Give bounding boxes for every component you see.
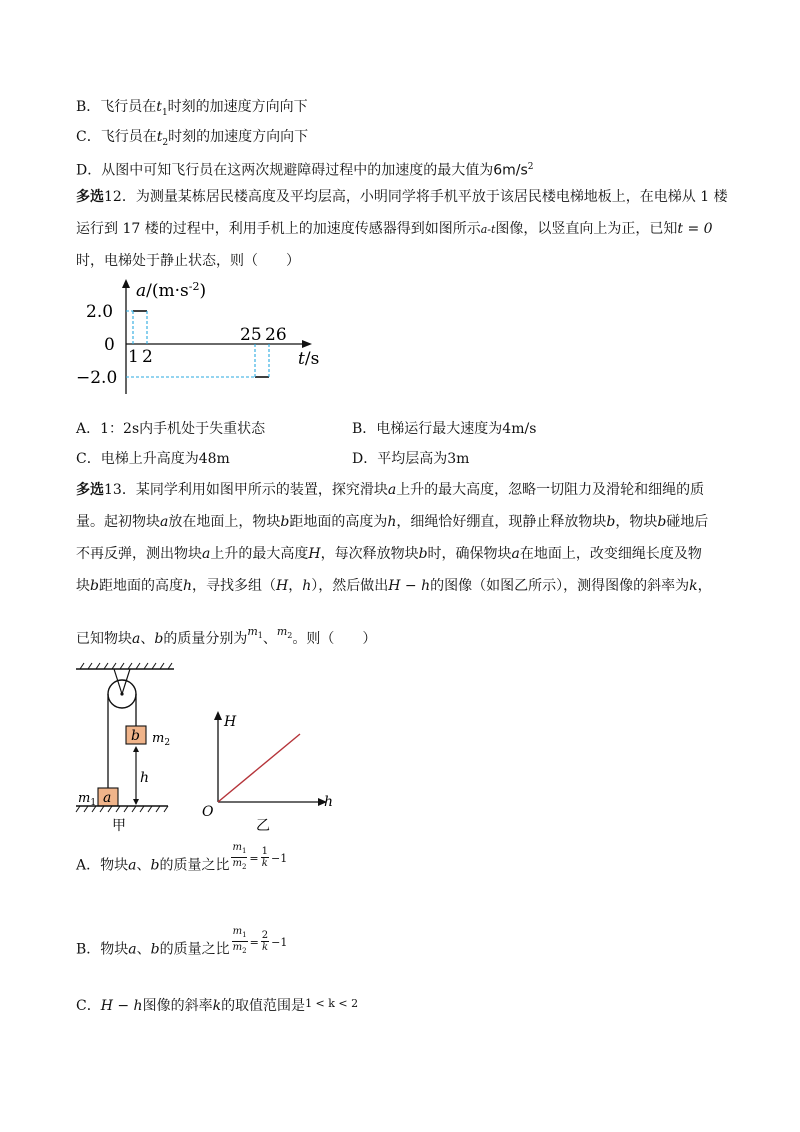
q12-at-graph <box>76 276 326 402</box>
graph-ylabel: $a/(m\cdot s^{-2})$ <box>136 280 207 301</box>
q12-option-c[interactable]: C．电梯上升高度为48m <box>76 451 230 467</box>
caption-jia: 甲 <box>112 818 126 834</box>
yi-y-arrow <box>214 711 222 720</box>
q13-option-c[interactable]: C．H − h图像的斜率k的取值范围是$^{1 < k < 2}$ <box>76 997 359 1014</box>
q13-stem-line2: 量。起初物块a放在地面上，物块b距地面的高度为h，细绳恰好绷直，现静止释放物块b，物块b碰地后 <box>76 514 709 530</box>
q13-figure-pulley <box>72 662 182 834</box>
graph-xtick-26: 26 <box>265 325 287 345</box>
graph-xtick-1: 1 <box>128 347 139 367</box>
q13-stem-line1: 多选13．某同学利用如图甲所示的装置，探究滑块a上升的最大高度，忽略一切阻力及滑轮和细绳的质 <box>76 482 705 498</box>
q12-stem-line1: 多选12．为测量某栋居民楼高度及平均层高，小明同学将手机平放于该居民楼电梯地板上，在电梯从 1 楼 <box>76 189 728 205</box>
q12-stem-line3: 时，电梯处于静止状态，则（ ） <box>76 253 300 269</box>
h-arrow-bottom <box>133 799 139 805</box>
graph-x-arrow <box>302 340 312 348</box>
block-a-label: a <box>103 790 112 806</box>
pulley-axle <box>120 692 123 695</box>
q13-figure-h-graph <box>200 708 340 836</box>
block-b-label: b <box>131 728 140 744</box>
label-h: h <box>140 770 150 786</box>
q12-option-a[interactable]: A．1：2s内手机处于失重状态 <box>76 421 266 437</box>
graph-xtick-25: 25 <box>240 325 262 345</box>
q13-option-a[interactable]: A．物块a、b的质量之比 $\frac{m_1}{m_2}$ = $\frac{1}{k}$ $^{-1}$ <box>76 842 288 874</box>
q13-option-b[interactable]: B．物块a、b的质量之比 $\frac{m_1}{m_2}$ = $\frac{2}{k}$ $^{-1}$ <box>76 926 288 958</box>
q13-stem-line3: 不再反弹，测出物块a上升的最大高度H，每次释放物块b时，确保物块a在地面上，改变细绳长度及物 <box>76 546 702 562</box>
yi-label-H: H <box>224 714 237 730</box>
graph-ytick-0: 0 <box>104 335 115 355</box>
q12-stem-line2: 运行到 17 楼的过程中，利用手机上的加速度传感器得到如图所示a-t图像，以竖直向上为正，已知t = 0 <box>76 221 713 237</box>
label-m1: $m_1$ <box>78 791 97 808</box>
h-arrow-top <box>133 746 139 752</box>
yi-label-h: h <box>324 794 334 810</box>
ceiling-hatch <box>80 663 172 669</box>
q11-option-b: B．飞行员在$t_1$时刻的加速度方向向下 <box>76 99 308 118</box>
graph-xtick-2: 2 <box>142 347 153 367</box>
q13-stem-line5: 已知物块a、b的质量分别为$^{m_1}$、$^{m_2}$。则（ ） <box>76 625 377 647</box>
q12-option-b[interactable]: B．电梯运行最大速度为4m/s <box>352 421 537 437</box>
graph-y-arrow <box>122 279 130 288</box>
q12-option-d[interactable]: D．平均层高为3m <box>352 451 470 467</box>
yi-line <box>218 734 300 802</box>
q11-option-c: C．飞行员在$t_2$时刻的加速度方向向下 <box>76 129 309 148</box>
graph-ytick-neg2: −2.0 <box>76 368 118 388</box>
caption-yi: 乙 <box>256 818 270 834</box>
yi-label-origin: O <box>202 804 214 820</box>
graph-ytick-2: 2.0 <box>86 302 114 322</box>
graph-xlabel: t/s <box>298 349 320 369</box>
q13-stem-line4: 块b距地面的高度h，寻找多组（H，h），然后做出H − h的图像（如图乙所示），测得图像的斜率为k， <box>76 578 712 594</box>
label-m2: $m_2$ <box>152 731 171 748</box>
q11-option-d: D．从图中可知飞行员在这两次规避障碍过程中的加速度的最大值为$6m/s^2$ <box>76 162 534 179</box>
